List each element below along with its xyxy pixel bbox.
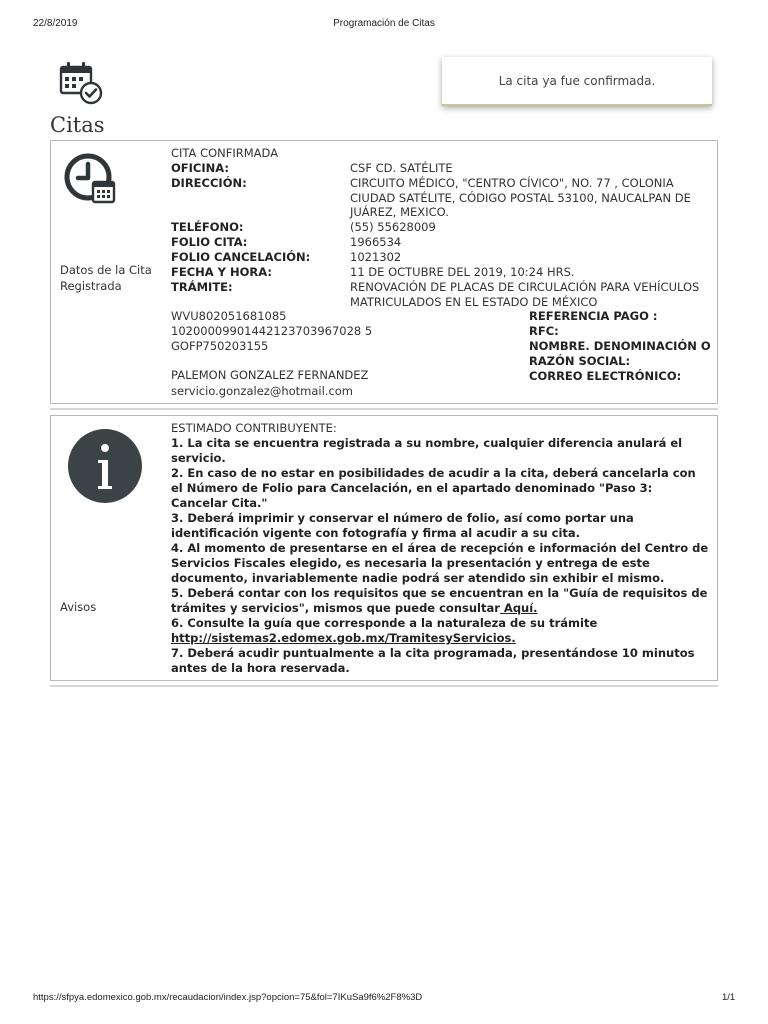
rfc-value: GOFP750203155 <box>171 339 269 353</box>
section-title: Citas <box>50 113 105 137</box>
confirmation-toast <box>442 57 712 106</box>
notice-item-5-text: 5. Deberá contar con los requisitos que se encuentran en la "Guía de requisitos de trámites y servicios", mismos que puede consultar <box>171 586 708 615</box>
oficina-value: CSF CD. SATÉLITE <box>350 161 453 175</box>
notice-item-3: 3. Deberá imprimir y conservar el número de folio, así como portar una identificación vigente con fotografía y firma al acudir a su cita. <box>171 511 634 540</box>
fecha-hora-label: FECHA Y HORA: <box>171 265 272 279</box>
notices-side-label: Avisos <box>60 600 97 614</box>
folio-cancelacion-label: FOLIO CANCELACIÓN: <box>171 250 311 264</box>
notices-greeting: ESTIMADO CONTRIBUYENTE: <box>171 421 337 435</box>
fecha-hora-value: 11 DE OCTUBRE DEL 2019, 10:24 HRS. <box>350 265 575 279</box>
folio-cita-label: FOLIO CITA: <box>171 235 248 249</box>
divider <box>50 685 718 687</box>
rfc-label: RFC: <box>529 324 559 338</box>
print-date: 22/8/2019 <box>33 18 78 29</box>
divider <box>50 408 718 410</box>
telefono-value: (55) 55628009 <box>350 220 436 234</box>
appointment-panel <box>50 140 718 404</box>
notices-panel <box>50 415 718 681</box>
tramites-link[interactable]: http://sistemas2.edomex.gob.mx/TramitesyServicios. <box>171 631 516 645</box>
tramite-value: RENOVACIÓN DE PLACAS DE CIRCULACIÓN PARA VEHÍCULOS MATRICULADOS EN EL ESTADO DE MÉXICO <box>350 280 700 309</box>
direccion-value: CIRCUITO MÉDICO, "CENTRO CÍVICO", NO. 77 , COLONIA CIUDAD SATÉLITE, CÓDIGO POSTAL 53100, NAUCALPAN DE JUÁREZ, MEXICO. <box>350 176 691 219</box>
calendar-check-icon <box>58 60 104 106</box>
appointment-side-label: Datos de la Cita Registrada <box>60 263 152 293</box>
toast-message: La cita ya fue confirmada. <box>498 73 656 88</box>
clock-calendar-icon <box>62 151 118 207</box>
tramite-label: TRÁMITE: <box>171 280 233 294</box>
folio-cancelacion-value: 1021302 <box>350 250 402 264</box>
guide-link[interactable]: Aquí. <box>499 601 538 615</box>
oficina-label: OFICINA: <box>171 161 229 175</box>
telefono-label: TELÉFONO: <box>171 220 244 234</box>
notice-item-4: 4. Al momento de presentarse en el área de recepción e información del Centro de Servicios Fiscales elegido, es necesaria la presentación y entrega de este documento, invariablemente nadie podrá ser atendido sin exhibir el mismo. <box>171 541 709 585</box>
print-title: Programación de Citas <box>333 18 435 29</box>
notice-item-7: 7. Deberá acudir puntualmente a la cita programada, presentándose 10 minutos antes de la hora reservada. <box>171 646 695 675</box>
print-url: https://sfpya.edomexico.gob.mx/recaudacion/index.jsp?opcion=75&fol=7IKuSa9f6%2F8%3D <box>33 992 423 1003</box>
correo-label: CORREO ELECTRÓNICO: <box>529 369 682 383</box>
notice-item-5 <box>171 586 711 616</box>
referencia-pago-label: REFERENCIA PAGO : <box>529 309 658 323</box>
info-icon <box>67 428 143 504</box>
notice-item-6: 6. Consulte la guía que corresponde a la naturaleza de su trámite <box>171 616 598 630</box>
notice-item-1: 1. La cita se encuentra registrada a su nombre, cualquier diferencia anulará el servicio. <box>171 436 683 465</box>
nombre-value: PALEMON GONZALEZ FERNANDEZ <box>171 368 369 382</box>
appointment-status: CITA CONFIRMADA <box>171 146 279 160</box>
correo-value: servicio.gonzalez@hotmail.com <box>171 384 354 398</box>
direccion-label: DIRECCIÓN: <box>171 176 247 190</box>
print-page-number: 1/1 <box>722 992 736 1003</box>
notices-list <box>171 421 711 676</box>
folio-cita-value: 1966534 <box>350 235 402 249</box>
referencia-pago-value: 10200009901442123703967028 5 <box>171 324 373 338</box>
notice-item-2: 2. En caso de no estar en posibilidades de acudir a la cita, deberá cancelarla con el Número de Folio para Cancelación, en el apartado denominado "Paso 3: Cancelar Cita." <box>171 466 696 510</box>
placa-value: WVU802051681085 <box>171 309 287 323</box>
nombre-label: NOMBRE. DENOMINACIÓN O RAZÓN SOCIAL: <box>529 339 711 368</box>
